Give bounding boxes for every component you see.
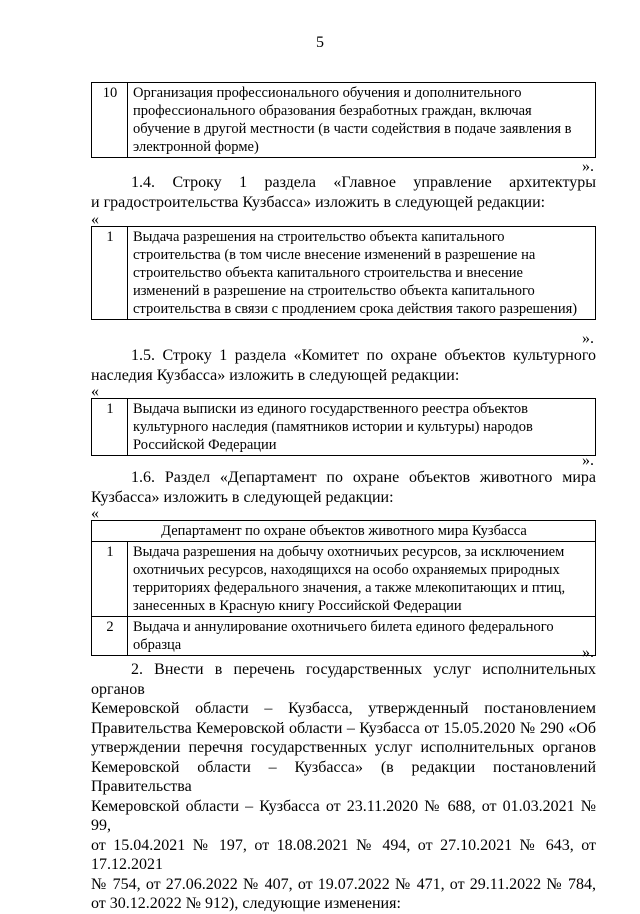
paragraph-1-6 (91, 468, 596, 507)
table-row (92, 227, 596, 320)
paragraph-2 (91, 660, 596, 914)
service-name: Организация профессионального обучения и дополнительного профессионального образования безработных граждан, включая обучение в другой местности (в части содействия в подаче заявления в электронной форме) (128, 83, 596, 158)
row-number: 10 (92, 83, 128, 158)
table-item-10 (91, 82, 596, 158)
paragraph-line: от 30.12.2022 № 912), следующие изменения: (91, 895, 401, 912)
row-number: 2 (92, 617, 128, 656)
service-name: Выдача выписки из единого государственного реестра объектов культурного наследия (памятников истории и культуры) народов Российской Федерации (128, 399, 596, 456)
paragraph-line: 1.4. Строку 1 раздела «Главное управление архитектуры (131, 174, 596, 191)
paragraph-line: Кузбасса» изложить в следующей редакции: (91, 488, 394, 506)
paragraph-line: 2. Внести в перечень государственных услуг исполнительных органов (91, 661, 596, 698)
paragraph-line: Кемеровской области – Кузбасса» (в редакции постановлений Правительства (91, 758, 596, 795)
service-name: Выдача и аннулирование охотничьего билета единого федерального образца (128, 617, 596, 656)
paragraph-line: 1.6. Раздел «Департамент по охране объектов животного мира (131, 469, 596, 486)
page-number: 5 (316, 34, 324, 51)
table-row (92, 617, 596, 656)
table-architecture (91, 226, 596, 320)
closing-quote: ». (582, 330, 594, 347)
closing-quote: ». (582, 452, 594, 469)
table-header: Департамент по охране объектов животного мира Кузбасса (92, 521, 596, 542)
table-row (92, 83, 596, 158)
paragraph-line: утверждении перечня государственных услуг исполнительных органов (91, 739, 596, 756)
opening-quote: « (91, 383, 99, 400)
paragraph-line: Правительства Кемеровской области – Кузбасса от 15.05.2020 № 290 «Об (91, 719, 596, 737)
row-number: 1 (92, 399, 128, 456)
paragraph-line: Кемеровской области – Кузбасса, утвержденный постановлением (91, 700, 596, 717)
paragraph-line: 1.5. Строку 1 раздела «Комитет по охране объектов культурного (131, 347, 596, 364)
paragraph-line: Кемеровской области – Кузбасса от 23.11.2020 № 688, от 01.03.2021 № 99, (91, 797, 596, 834)
opening-quote: « (91, 211, 99, 228)
paragraph-1-4 (91, 173, 596, 212)
table-wildlife (91, 520, 596, 656)
paragraph-line: от 15.04.2021 № 197, от 18.08.2021 № 494, от 27.10.2021 № 643, от 17.12.2021 (91, 836, 596, 873)
table-row (92, 542, 596, 617)
service-name: Выдача разрешения на добычу охотничьих ресурсов, за исключением охотничьих ресурсов, находящихся на особо охраняемых природных территориях федерального значения, а также млекопитающих и птиц, занесенных в Красную книгу Российской Федерации (128, 542, 596, 617)
paragraph-line: и градостроительства Кузбасса» изложить в следующей редакции: (91, 193, 546, 211)
table-header-row (92, 521, 596, 542)
row-number: 1 (92, 542, 128, 617)
closing-quote: ». (582, 158, 594, 175)
closing-quote: ». (582, 644, 594, 661)
table-row (92, 399, 596, 456)
table-culture (91, 398, 596, 456)
paragraph-1-5 (91, 346, 596, 385)
row-number: 1 (92, 227, 128, 320)
service-name: Выдача разрешения на строительство объекта капитального строительства (в том числе внесение изменений в разрешение на строительство объекта капитального строительства и внесение изменений в разрешение на строительство объекта капитального строительства в связи с продлением срока действия такого разрешения) (128, 227, 596, 320)
opening-quote: « (91, 505, 99, 522)
paragraph-line: № 754, от 27.06.2022 № 407, от 19.07.2022 № 471, от 29.11.2022 № 784, (91, 875, 596, 893)
paragraph-line: наследия Кузбасса» изложить в следующей редакции: (91, 366, 460, 384)
